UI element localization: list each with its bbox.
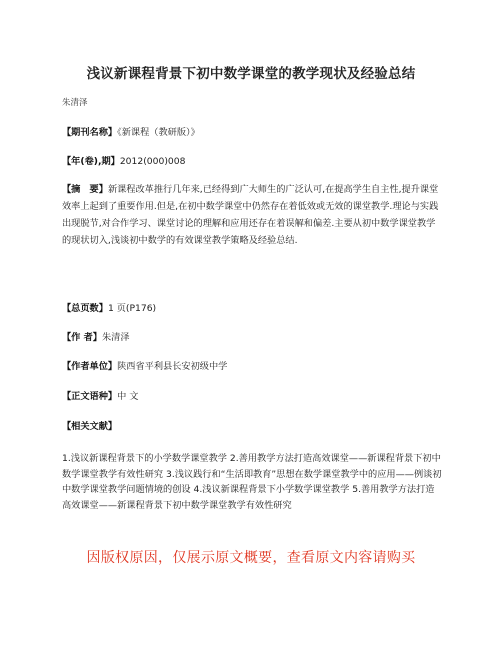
journal-field	[62, 124, 442, 141]
language-label: 【正文语种】	[62, 391, 118, 402]
abstract-label: 【摘 要】	[62, 184, 108, 195]
pages-field	[62, 300, 442, 317]
journal-value: 《新课程（教研版）》	[117, 127, 200, 138]
language-value: 中 文	[117, 391, 139, 402]
affiliation-field	[62, 358, 442, 375]
author-name: 朱清泽	[62, 98, 88, 108]
issue-label: 【年(卷),期】	[62, 156, 120, 167]
document-title: 浅议新课程背景下初中数学课堂的教学现状及经验总结	[86, 66, 416, 82]
issue-field	[62, 153, 442, 170]
journal-label: 【期刊名称】	[62, 127, 118, 138]
author-label: 【作 者】	[62, 332, 102, 343]
pages-label: 【总页数】	[62, 303, 108, 314]
copyright-notice: 因版权原因，仅展示原文概要，查看原文内容请购买	[86, 550, 416, 566]
author-value: 朱清泽	[101, 332, 130, 343]
affiliation-label: 【作者单位】	[62, 361, 118, 372]
related-label: 【相关文献】	[62, 421, 118, 432]
pages-value: 1 页(P176)	[107, 303, 157, 314]
abstract-text: 新课程改革推行几年来,已经得到广大师生的广泛认可,在提高学生自主性,提升课堂效率上起到了重要作用.但是,在初中数学课堂中仍然存在着低效或无效的课堂教学.理论与实践出现脱节,对合作学习、课堂讨论的理解和应用还存在着误解和偏差.主要从初中数学课堂教学的现状切入,浅谈初中数学的有效课堂教学策略及经验总结.	[62, 184, 439, 246]
author-field	[62, 329, 442, 346]
issue-value: 2012(000)008	[119, 156, 186, 167]
affiliation-value: 陕西省平利县长安初级中学	[117, 361, 228, 372]
references-list: 1.浅议新课程背景下的小学数学课堂教学 2.善用教学方法打造高效课堂——新课程背景下初中数学课堂教学有效性研究 3.浅议践行和“生活即教育”思想在数学课堂教学中的应用——例谈初中数学课堂教学问题情境的创设 4.浅议新课程背景下小学数学课堂教学 5.善用教学方法打造高效课堂——新课程背景下初中数学课堂教学有效性研究	[62, 453, 442, 511]
language-field	[62, 388, 442, 405]
abstract-field	[62, 181, 442, 249]
related-field	[62, 418, 442, 435]
